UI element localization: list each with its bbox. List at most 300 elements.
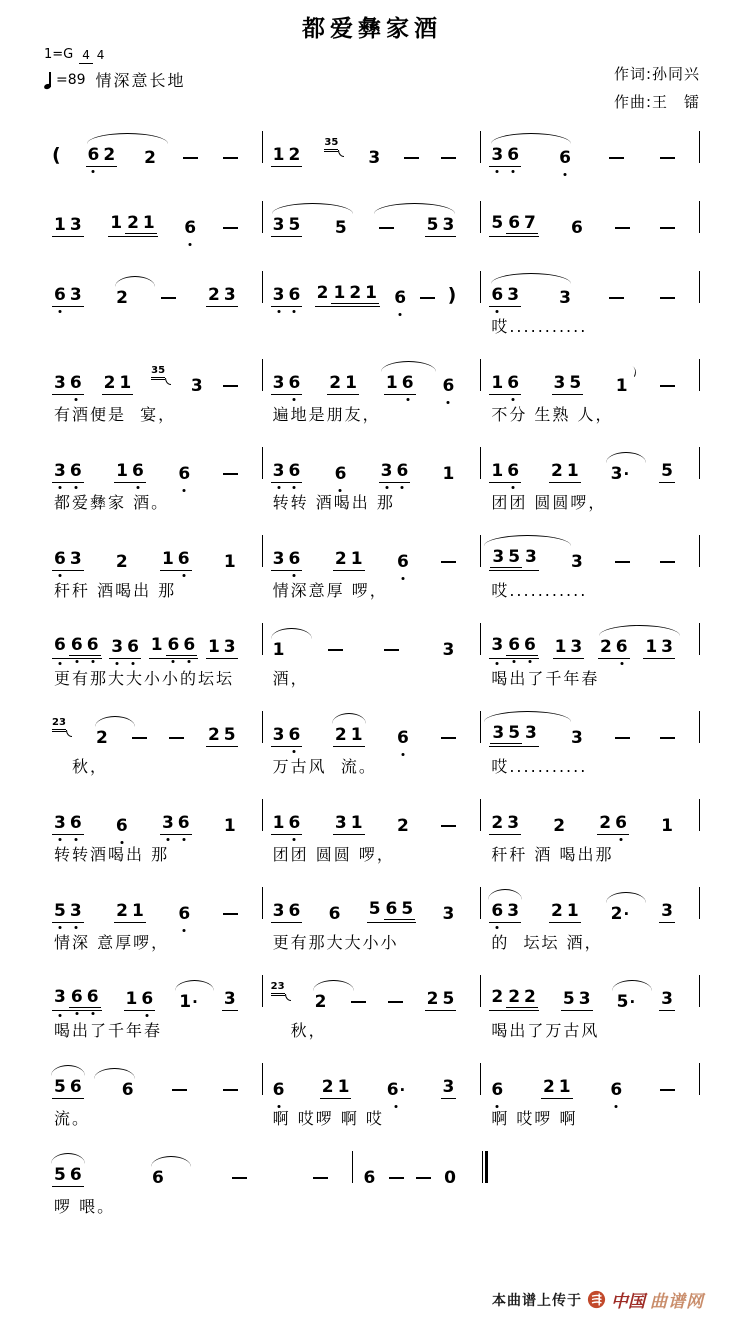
note-group	[569, 552, 585, 571]
note	[441, 215, 457, 234]
measure	[481, 613, 699, 688]
note	[347, 283, 363, 302]
note-group	[489, 723, 539, 747]
duration-dash	[223, 227, 238, 229]
note	[52, 215, 68, 234]
note-digit: 2	[551, 461, 563, 481]
low-octave-dot	[120, 841, 123, 844]
note-digit: 5	[442, 989, 455, 1009]
low-octave-dot	[74, 486, 77, 489]
duration-dash	[660, 561, 675, 563]
note	[287, 145, 303, 164]
note	[609, 904, 632, 923]
note-group	[52, 987, 102, 1011]
note-digit: 6	[141, 989, 154, 1009]
note-group	[52, 1165, 84, 1187]
upload-text: 本曲谱上传于	[492, 1292, 582, 1309]
low-octave-dot	[496, 170, 499, 173]
note-group	[442, 1168, 458, 1187]
lyric-line: 流。	[54, 1109, 91, 1128]
measure	[44, 1141, 352, 1216]
note-digit: 3	[525, 547, 537, 567]
note-digit: 5	[491, 213, 504, 233]
note-group	[395, 728, 411, 747]
note	[52, 285, 68, 304]
note-digit: 6	[615, 637, 628, 657]
note-group	[114, 461, 146, 483]
measure	[481, 191, 699, 248]
lyric-line: 团团 圆圆啰，	[491, 493, 607, 512]
note-digit: 6	[288, 373, 301, 393]
note-group	[108, 213, 158, 237]
note	[440, 989, 456, 1008]
note	[287, 461, 303, 480]
duration-dash	[441, 561, 456, 563]
note	[394, 461, 410, 480]
footer	[492, 1287, 704, 1312]
note-group	[271, 1080, 287, 1099]
note	[659, 461, 675, 480]
note	[561, 989, 577, 1008]
note-digit: 3	[272, 285, 285, 305]
note-digit: 6	[288, 549, 301, 569]
note-digit: 6	[87, 145, 100, 165]
measure	[44, 1053, 262, 1128]
note-group	[182, 218, 198, 237]
note-digit: 1	[615, 376, 628, 396]
music-system	[44, 877, 700, 952]
note-group	[489, 635, 539, 659]
note	[68, 901, 84, 920]
note-group	[489, 1080, 505, 1099]
note-digit: 3	[661, 901, 674, 921]
note-digit: 1	[119, 373, 132, 393]
measure	[263, 701, 481, 776]
duration-dash	[660, 737, 675, 739]
note	[489, 635, 505, 656]
note	[222, 725, 238, 744]
low-octave-dot	[116, 662, 119, 665]
duration-dash	[223, 473, 238, 475]
note-digit: 6	[69, 1165, 82, 1185]
note-digit: 2	[103, 373, 116, 393]
note-digit: 6	[167, 635, 180, 655]
slur-arc	[115, 276, 155, 287]
duration-dash	[441, 825, 456, 827]
expression-text: 情深意长地	[95, 71, 186, 90]
lyric-line: 喝出了千年春	[491, 669, 600, 688]
note-digit: 6	[288, 725, 301, 745]
song-title: 都爱彝家酒	[302, 15, 442, 42]
note	[523, 547, 539, 568]
note-digit: 3	[610, 464, 623, 484]
duration-dash	[161, 297, 176, 299]
lyric-line: 转转酒喝出 那	[54, 845, 170, 864]
note	[505, 461, 521, 480]
note-group	[114, 901, 146, 923]
lyric-line	[481, 239, 699, 248]
parenthesis: )	[447, 284, 457, 306]
note-group	[551, 816, 567, 835]
note-digit: 1	[132, 901, 144, 921]
low-octave-dot	[564, 173, 567, 176]
measure	[353, 1141, 482, 1216]
note-digit: 1	[365, 283, 377, 303]
note-group	[489, 987, 539, 1011]
lyric-line: 哎...........	[491, 581, 588, 600]
measure	[263, 121, 481, 178]
low-octave-dot	[620, 662, 623, 665]
note	[101, 145, 117, 164]
note	[125, 213, 141, 232]
note	[349, 549, 365, 568]
note	[441, 640, 457, 659]
measure	[481, 437, 699, 512]
slur-arc	[95, 716, 135, 727]
note-digit: 6	[386, 1080, 399, 1100]
duration-dash	[379, 227, 394, 229]
lyric-line: 酒，	[272, 669, 309, 688]
duration-dash	[223, 913, 238, 915]
lyric-line: 转转 酒喝出 那	[272, 493, 395, 512]
low-octave-dot	[182, 574, 185, 577]
note-digit: 6	[86, 635, 99, 655]
lyric-line: 啊 哎啰 啊	[491, 1109, 578, 1128]
duration-dash	[313, 1177, 328, 1179]
note	[489, 373, 505, 392]
note-group	[52, 549, 84, 571]
note-digit: 6	[132, 461, 144, 481]
note-digit: 3	[570, 728, 583, 748]
note	[489, 213, 505, 234]
note	[160, 813, 176, 832]
note	[52, 1077, 68, 1096]
note	[68, 285, 84, 304]
note-group	[489, 547, 539, 571]
note	[659, 637, 675, 656]
note-digit: 1	[566, 461, 579, 481]
duration-dash	[615, 561, 630, 563]
note-group	[489, 145, 521, 167]
lyric-line: 哎...........	[491, 317, 588, 336]
note	[395, 728, 411, 747]
note	[176, 549, 192, 568]
note-digit: 6	[121, 1080, 134, 1100]
note-digit: 3	[161, 813, 174, 833]
note-digit: 1	[661, 816, 674, 836]
measure	[481, 261, 699, 336]
low-octave-dot	[75, 660, 78, 663]
lyric-line: 啊 哎啰 啊 哎	[272, 1109, 384, 1128]
note	[425, 215, 441, 234]
note	[68, 549, 84, 568]
note-group	[271, 813, 303, 835]
note	[287, 285, 303, 304]
measure	[263, 525, 481, 600]
lyric-line: 情深意厚 啰，	[272, 581, 388, 600]
note	[440, 904, 456, 923]
note-digit: 5	[54, 1077, 66, 1097]
note	[52, 901, 68, 920]
music-system	[44, 437, 700, 512]
note	[333, 464, 349, 483]
note	[52, 813, 68, 832]
low-octave-dot	[496, 1105, 499, 1108]
low-octave-dot	[399, 313, 402, 316]
note	[609, 464, 632, 483]
note-digit: 3	[507, 285, 520, 305]
low-octave-dot	[293, 398, 296, 401]
note	[177, 992, 200, 1011]
note-digit: 2	[491, 813, 504, 833]
low-octave-dot	[58, 838, 61, 841]
note-group	[333, 464, 349, 483]
note-digit: 2	[288, 145, 301, 165]
note-group	[549, 461, 581, 483]
duration-dash	[609, 157, 624, 159]
duration-dash	[384, 649, 399, 651]
barline	[699, 1063, 700, 1095]
grace-tie	[165, 378, 171, 385]
note	[349, 813, 365, 832]
low-octave-dot	[58, 310, 61, 313]
note	[287, 549, 303, 568]
low-octave-dot	[58, 662, 61, 665]
slur-arc	[87, 133, 168, 144]
note-group	[114, 816, 130, 835]
note-group	[597, 813, 629, 835]
note	[549, 901, 565, 920]
note	[333, 218, 349, 237]
measure	[481, 789, 699, 864]
note-digit: 1	[207, 637, 220, 657]
note	[287, 725, 303, 744]
low-octave-dot	[91, 660, 94, 663]
note	[222, 285, 238, 304]
note	[659, 816, 675, 835]
note-group	[206, 725, 238, 747]
note	[315, 283, 331, 304]
note-digit: 5	[54, 1165, 66, 1185]
key-signature	[44, 47, 186, 62]
note-digit: 3	[491, 635, 504, 655]
note	[366, 148, 382, 167]
note-digit: 5	[401, 899, 414, 919]
note-digit: 1	[491, 373, 504, 393]
note-digit: 3	[442, 1077, 455, 1097]
lyric-line	[263, 169, 481, 178]
note-digit: 1	[272, 640, 285, 660]
note-group	[659, 816, 675, 835]
note	[125, 637, 141, 656]
measure	[44, 525, 262, 600]
note	[505, 813, 521, 832]
end-spacer	[488, 1141, 700, 1216]
note-group	[367, 899, 417, 923]
grace-tie	[285, 994, 291, 1001]
note	[489, 461, 505, 480]
note	[287, 373, 303, 392]
note	[333, 813, 349, 832]
note	[549, 461, 565, 480]
note-digit: 3	[111, 637, 124, 657]
duration-dash	[389, 1177, 404, 1179]
low-octave-dot	[406, 398, 409, 401]
time-signature	[79, 49, 104, 61]
slur-arc	[491, 133, 572, 144]
note	[400, 373, 416, 392]
note-digit: 5	[223, 725, 236, 745]
note	[363, 283, 379, 302]
note-digit: 6	[288, 813, 301, 833]
note-digit: 1	[150, 635, 163, 655]
grace-note	[271, 982, 291, 996]
note-group	[385, 1080, 408, 1099]
note-group	[615, 992, 638, 1011]
tempo-marking	[44, 68, 186, 91]
note-digit: 3	[553, 373, 566, 393]
note-digit: 1	[223, 816, 236, 836]
duration-dash	[169, 737, 184, 739]
note-group	[425, 989, 457, 1011]
note	[489, 285, 505, 304]
low-octave-dot	[447, 401, 450, 404]
note-digit: 3	[570, 552, 583, 572]
low-octave-dot	[528, 660, 531, 663]
music-system	[44, 349, 700, 424]
note	[506, 547, 522, 566]
low-octave-dot	[92, 170, 95, 173]
grace-note	[324, 138, 344, 152]
note-group	[102, 373, 134, 395]
note-group	[94, 728, 110, 747]
note-digit: 5	[54, 901, 66, 921]
low-octave-dot	[513, 660, 516, 663]
note-digit: 1	[142, 213, 155, 233]
note-digit: 2	[329, 373, 342, 393]
augmentation-dot: ·	[623, 905, 630, 923]
note-group	[271, 285, 303, 307]
note-group	[176, 464, 192, 483]
note-digit: 6	[69, 1077, 82, 1097]
note	[385, 1080, 408, 1099]
note-group	[271, 373, 303, 395]
measure	[263, 261, 481, 336]
note	[327, 904, 343, 923]
slur-arc	[332, 713, 366, 724]
duration-dash	[660, 227, 675, 229]
note-digit: 3	[223, 989, 236, 1009]
note-digit: 3	[368, 148, 381, 168]
note	[577, 989, 593, 1008]
note-group	[489, 213, 539, 237]
note-group	[489, 285, 521, 307]
note-digit: 0	[444, 1168, 456, 1188]
low-octave-dot	[512, 170, 515, 173]
note-group	[361, 1168, 377, 1187]
note	[130, 461, 146, 480]
note	[565, 461, 581, 480]
note	[522, 213, 538, 232]
note	[68, 1165, 84, 1184]
note-digit: 6	[507, 145, 520, 165]
note	[114, 288, 130, 307]
note-group	[557, 148, 573, 167]
slur-arc	[175, 980, 214, 991]
duration-dash	[441, 737, 456, 739]
barline	[699, 359, 700, 391]
note-group	[489, 813, 521, 835]
measure	[263, 349, 481, 424]
note	[489, 813, 505, 832]
duration-dash	[609, 297, 624, 299]
slur-arc	[313, 980, 353, 991]
music-system	[44, 965, 700, 1040]
measure	[263, 789, 481, 864]
lyric-line: 喝出了千年春	[54, 1021, 163, 1040]
note-group	[142, 148, 158, 167]
note	[176, 464, 192, 483]
note	[367, 899, 383, 920]
low-octave-dot	[293, 486, 296, 489]
note	[160, 549, 176, 568]
measure	[263, 437, 481, 512]
note-digit: 5	[368, 899, 381, 919]
note	[114, 901, 130, 920]
note	[384, 899, 400, 918]
note-digit: 5	[334, 218, 347, 238]
music-system	[44, 191, 700, 248]
duration-dash	[232, 1177, 247, 1179]
note-group	[109, 637, 141, 659]
note-digit: 6	[272, 1080, 285, 1100]
slide-up-mark	[628, 366, 638, 377]
low-octave-dot	[385, 486, 388, 489]
note-digit: 1	[116, 461, 129, 481]
low-octave-dot	[183, 489, 186, 492]
note	[150, 1168, 166, 1187]
low-octave-dot	[496, 926, 499, 929]
note-digit: 6	[507, 461, 520, 481]
low-octave-dot	[74, 838, 77, 841]
slur-arc	[606, 452, 645, 463]
note-digit: 2	[553, 816, 566, 836]
note-digit: 2	[542, 1077, 555, 1097]
note-digit: 5	[426, 215, 439, 235]
duration-dash	[223, 157, 238, 159]
note	[102, 373, 118, 392]
low-octave-dot	[166, 838, 169, 841]
note-group	[541, 1077, 573, 1099]
note-digit: 3	[54, 813, 66, 833]
note-group	[553, 637, 585, 659]
note	[271, 215, 287, 234]
note-group	[189, 376, 205, 395]
lyric-line: 的 坛坛 酒，	[491, 933, 603, 952]
note	[52, 987, 68, 1008]
low-octave-dot	[182, 838, 185, 841]
note	[505, 901, 521, 920]
duration-dash	[223, 385, 238, 387]
note-group	[392, 288, 408, 307]
note-group	[222, 552, 238, 571]
note	[331, 283, 347, 302]
note-group	[313, 992, 329, 1011]
slur-arc	[381, 361, 436, 372]
low-octave-dot	[620, 838, 623, 841]
note	[349, 725, 365, 744]
note-digit: 6	[334, 464, 347, 484]
